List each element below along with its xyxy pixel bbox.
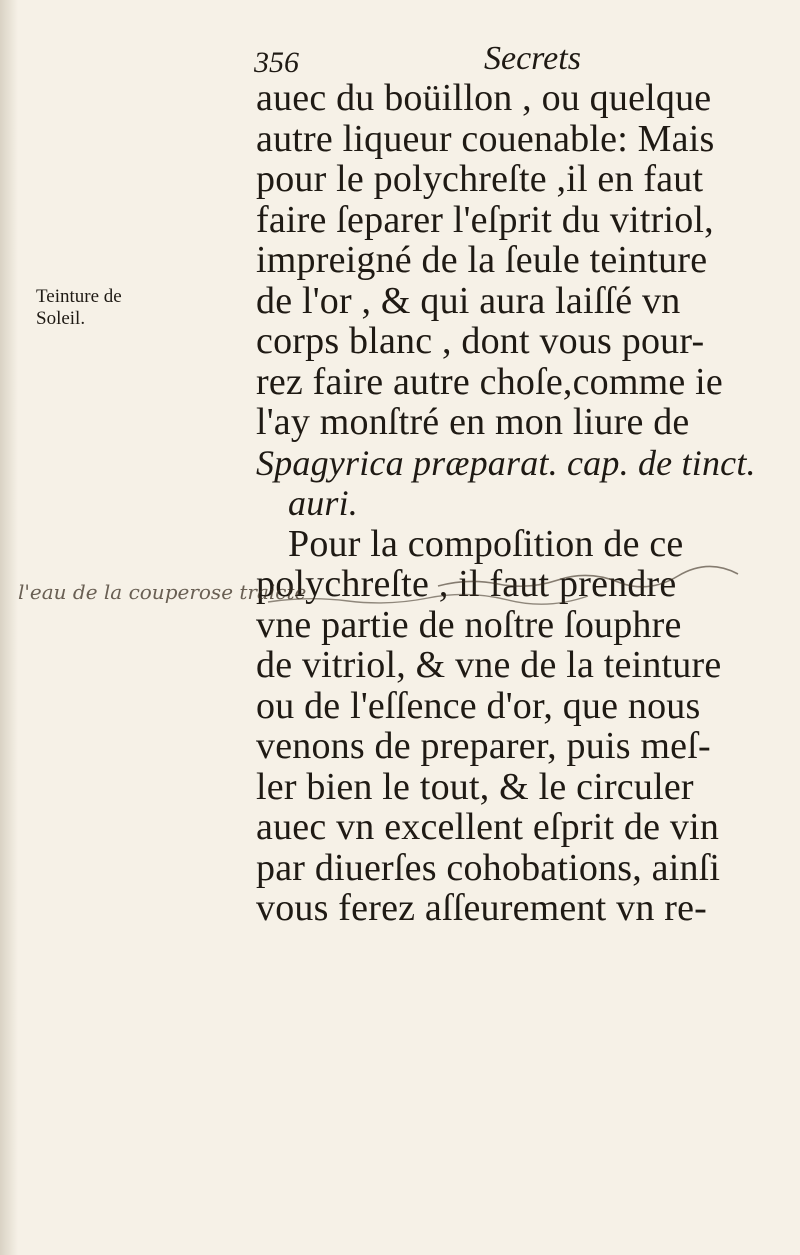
text-line: l'ay monſtré en mon liure de (256, 401, 690, 443)
text-line-italic: auri. (288, 483, 359, 523)
handwritten-annotation (18, 548, 798, 618)
text-line: polychreſte , il faut prendre (256, 563, 677, 605)
text-line-italic: Spagyrica præparat. cap. de tinct. (256, 442, 756, 483)
text-line: vous ferez aſſeurement vn re- (256, 887, 708, 929)
text-line: de l'or , & qui aura laiſſé vn (256, 279, 681, 322)
text-line: Pour la compoſition de ce (288, 522, 684, 565)
text-line: autre liqueur couenable: Mais (256, 117, 715, 160)
text-line: auec vn excellent eſprit de vin (256, 806, 720, 848)
text-line: de vitriol, & vne de la teinture (256, 644, 722, 686)
text-line: rez faire autre choſe,comme ie (256, 360, 723, 403)
body-text (256, 78, 796, 929)
page-number: 356 (254, 46, 299, 79)
text-line: par diuerſes cohobations, ainſi (256, 846, 721, 889)
text-line: ou de l'eſſence d'or, que nous (256, 684, 701, 727)
margin-note (36, 286, 256, 330)
text-line: ler bien le tout, & le circuler (256, 765, 694, 808)
text-line: vne partie de noſtre ſouphre (256, 603, 682, 646)
handwritten-text: l'eau de la couperose traicte (18, 580, 307, 604)
text-line: pour le polychreſte ,il en faut (256, 158, 704, 200)
running-title: Secrets (484, 40, 581, 77)
margin-note-line: Teinture de (36, 286, 122, 307)
text-line: impreigné de la ſeule teinture (256, 239, 708, 281)
text-line: venons de preparer, puis meſ- (256, 725, 711, 767)
text-line: corps blanc , dont vous pour- (256, 320, 705, 362)
text-line: faire ſeparer l'eſprit du vitriol, (256, 198, 714, 241)
margin-note-line: Soleil. (36, 308, 86, 329)
text-line: auec du boüillon , ou quelque (256, 77, 712, 119)
